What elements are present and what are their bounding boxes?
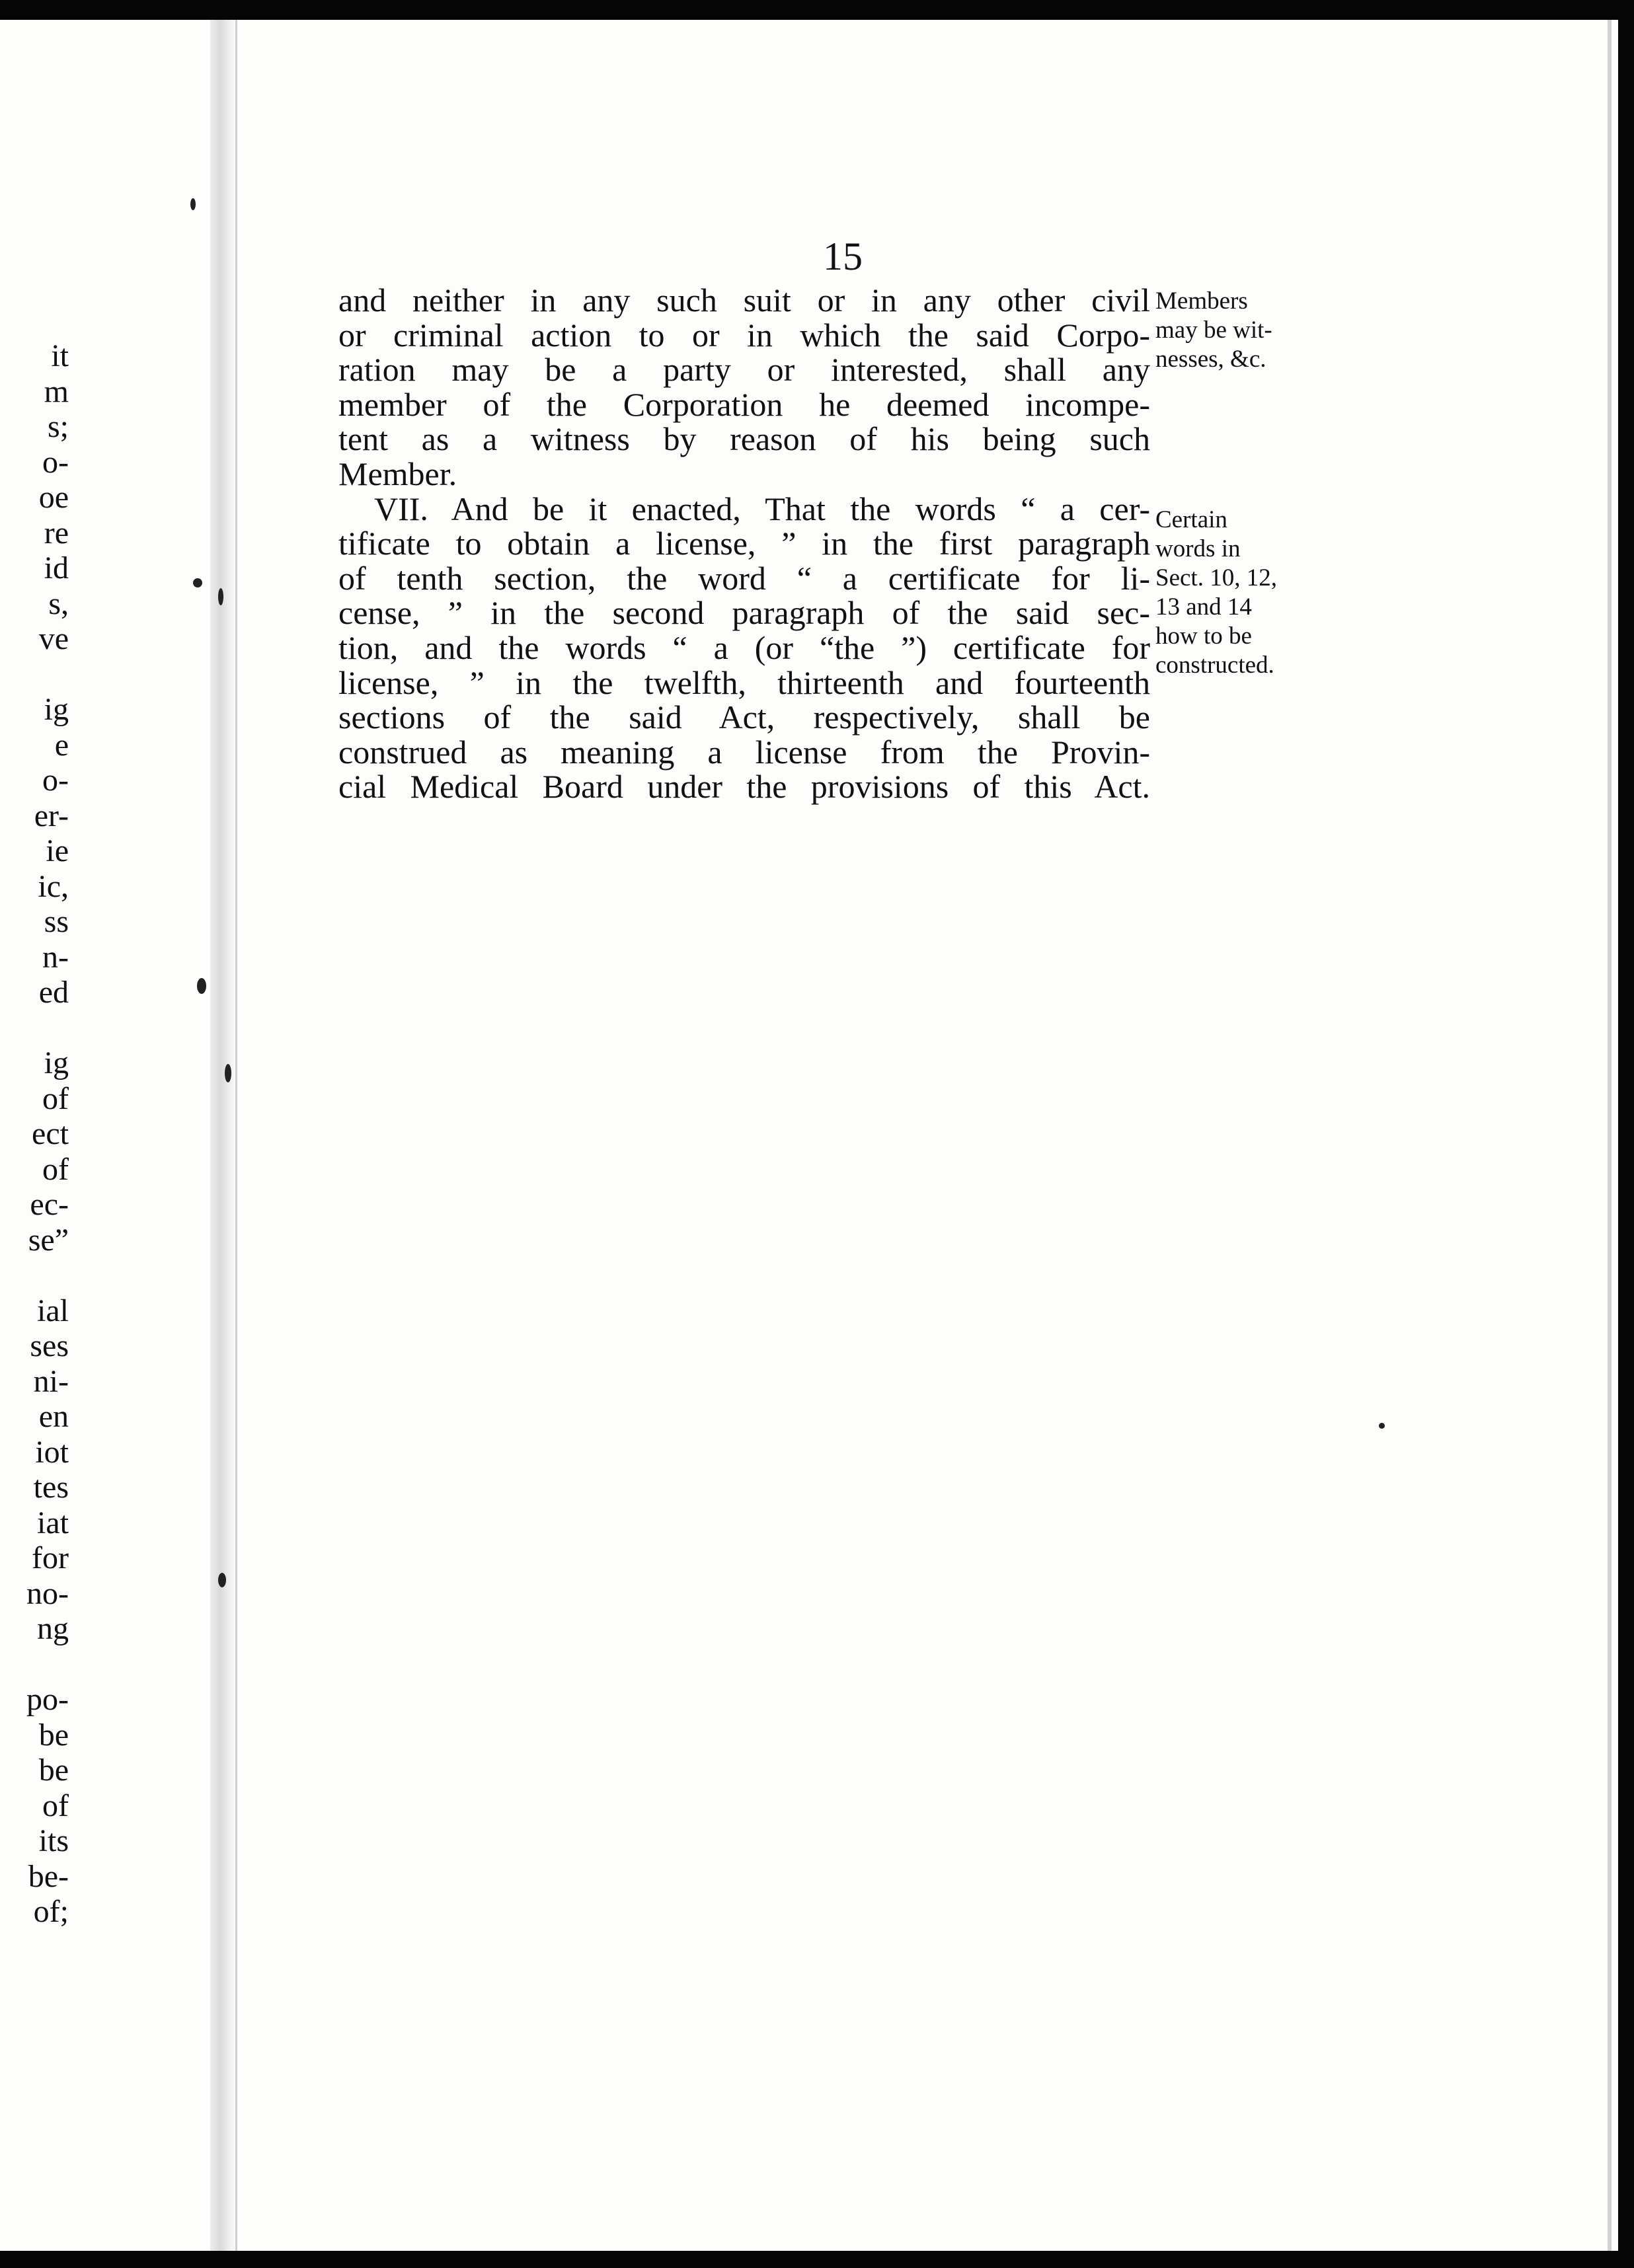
note-line: nesses, &c. xyxy=(1155,346,1266,373)
text-line: or criminal action to or in which the said Corpo- xyxy=(338,316,1150,354)
fragment: ni- xyxy=(33,1363,69,1399)
fragment: ses xyxy=(30,1328,69,1363)
fragment: er- xyxy=(34,798,69,833)
section-heading-line: VII. And be it enacted, That the words “ a cer- xyxy=(374,490,1150,527)
fragment: ec- xyxy=(30,1187,69,1222)
scan-speck xyxy=(218,1573,226,1587)
text-line: cial Medical Board under the provisions of this Act. xyxy=(338,768,1150,806)
fragment-gap xyxy=(3,657,69,693)
fragment: po- xyxy=(26,1682,69,1717)
fragment: tes xyxy=(33,1470,69,1505)
fragment: ic, xyxy=(38,868,69,904)
note-line: Sect. 10, 12, xyxy=(1155,564,1277,591)
note-line: 13 and 14 xyxy=(1155,593,1252,621)
previous-page-fragments xyxy=(3,338,69,1930)
fragment: re xyxy=(44,515,69,550)
fragment: ed xyxy=(38,975,69,1010)
fragment: n- xyxy=(42,939,69,975)
text-line: ration may be a party or interested, shall any xyxy=(338,351,1150,389)
fragment-gap xyxy=(3,1010,69,1046)
book-gutter xyxy=(210,20,237,2251)
note-line: constructed. xyxy=(1155,652,1274,679)
fragment: iot xyxy=(35,1434,69,1470)
fragment: be- xyxy=(28,1858,69,1894)
fragment: be xyxy=(38,1717,69,1753)
fragment: ie xyxy=(46,833,69,868)
text-line: member of the Corporation he deemed incompe- xyxy=(338,385,1150,423)
fragment: ig xyxy=(44,1045,69,1080)
fragment: id xyxy=(44,550,69,586)
text-line: tion, and the words “ a (or “the ”) certificate for xyxy=(338,628,1150,666)
fragment: e xyxy=(54,727,69,763)
fragment: no- xyxy=(26,1575,69,1611)
scan-speck xyxy=(218,588,223,605)
text-line: sections of the said Act, respectively, shall be xyxy=(338,699,1150,736)
scan-speck xyxy=(1379,1423,1385,1429)
fragment: oe xyxy=(38,480,69,515)
fragment: o- xyxy=(42,763,69,798)
fragment: ect xyxy=(32,1116,69,1151)
fragment: s, xyxy=(48,586,69,621)
fragment: for xyxy=(32,1540,69,1575)
fragment: of xyxy=(42,1080,69,1116)
fragment: be xyxy=(38,1753,69,1788)
scanned-page xyxy=(0,20,1618,2251)
fragment: m xyxy=(44,373,69,409)
note-line: words in xyxy=(1155,535,1241,562)
text-line: cense, ” in the second paragraph of the said sec- xyxy=(338,594,1150,632)
note-line: Members xyxy=(1155,287,1248,315)
text-line: license, ” in the twelfth, thirteenth and fourteenth xyxy=(338,663,1150,701)
marginal-note-certain-words xyxy=(1155,506,1354,680)
fragment: ve xyxy=(38,621,69,656)
fragment: o- xyxy=(42,444,69,480)
text-line: of tenth section, the word “ a certificate for li- xyxy=(338,559,1150,597)
scan-speck xyxy=(197,978,206,994)
note-line: how to be xyxy=(1155,623,1252,650)
fragment: ss xyxy=(44,904,69,939)
text-line: tent as a witness by reason of his being such xyxy=(338,420,1150,458)
text-line: tificate to obtain a license, ” in the first paragraph xyxy=(338,525,1150,562)
fragment: of xyxy=(42,1788,69,1823)
gutter-edge xyxy=(235,20,237,2251)
fragment: ng xyxy=(37,1611,69,1646)
fragment-gap xyxy=(3,1258,69,1293)
fragment-gap xyxy=(3,1647,69,1682)
text-line: Member. xyxy=(338,455,457,492)
text-line: construed as meaning a license from the Provin- xyxy=(338,733,1150,771)
page-edge xyxy=(1608,20,1612,2251)
fragment: it xyxy=(51,338,69,373)
fragment: of xyxy=(42,1151,69,1187)
fragment: ig xyxy=(44,692,69,727)
fragment: iat xyxy=(37,1505,69,1540)
scan-speck xyxy=(225,1064,231,1082)
fragment: its xyxy=(38,1823,69,1858)
marginal-note-members xyxy=(1155,287,1354,374)
fragment: se” xyxy=(28,1222,69,1258)
text-line: and neither in any such suit or in any other civil xyxy=(338,282,1150,319)
fragment: of; xyxy=(33,1894,69,1929)
note-line: may be wit- xyxy=(1155,317,1272,344)
fragment: en xyxy=(38,1399,69,1434)
scan-speck xyxy=(190,198,196,210)
scan-speck xyxy=(193,578,202,587)
page-number: 15 xyxy=(823,235,863,278)
statute-text xyxy=(338,283,1150,804)
fragment: ial xyxy=(37,1293,69,1328)
note-line: Certain xyxy=(1155,506,1227,533)
fragment: s; xyxy=(47,409,69,444)
